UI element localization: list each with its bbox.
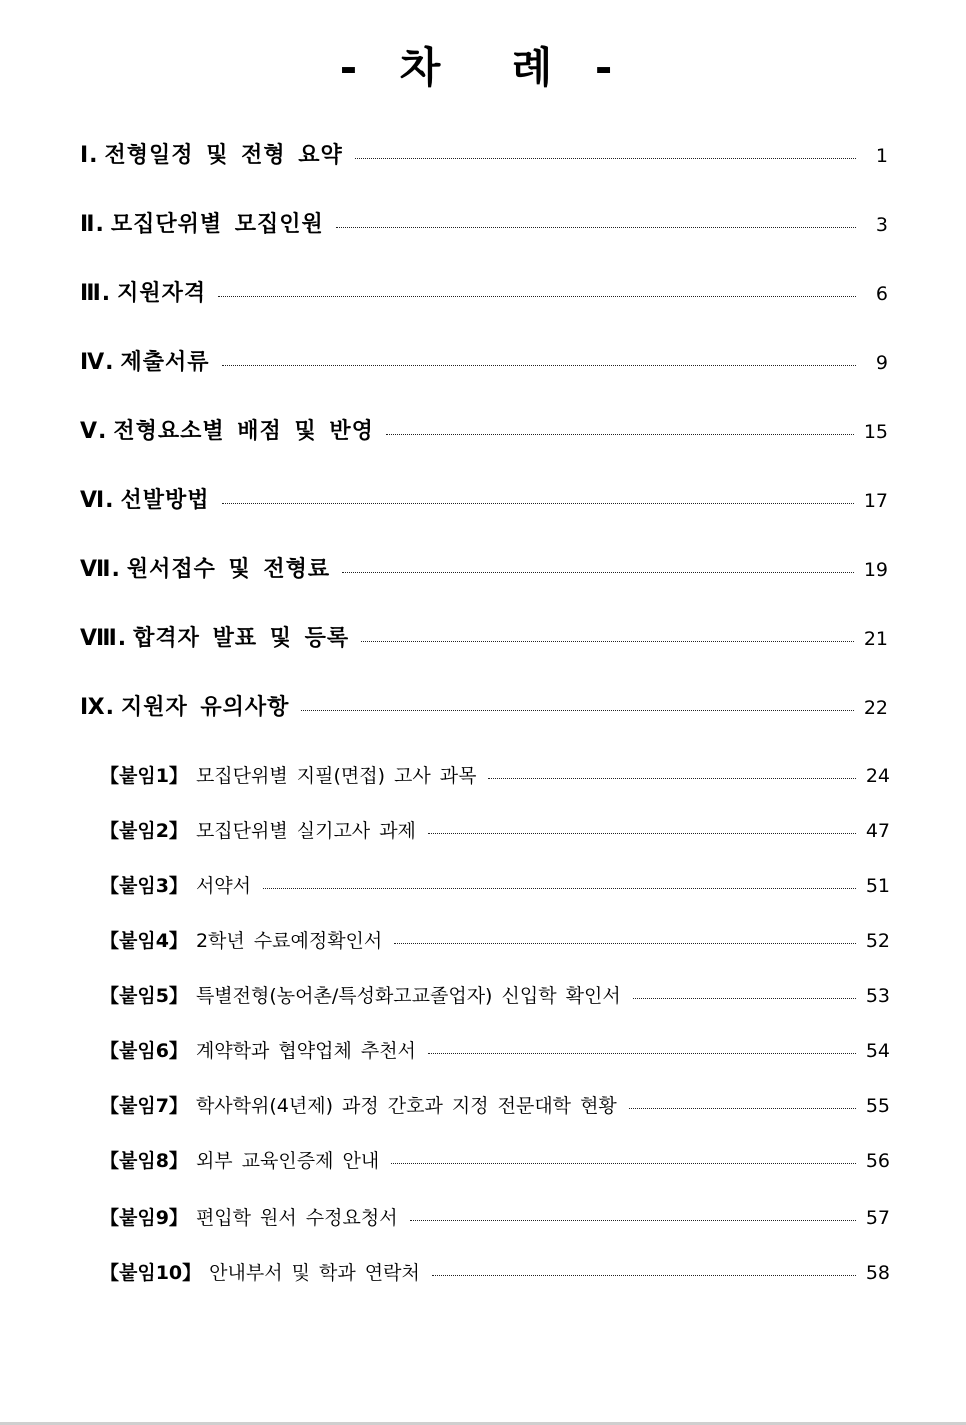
appendix-label: 【붙임1】	[100, 765, 188, 787]
dot-leader	[355, 157, 856, 159]
toc-entry-3[interactable]	[80, 278, 888, 310]
toc-entry-page: 6	[875, 283, 888, 305]
toc-entry-4[interactable]	[80, 347, 888, 379]
appendix-entry-3[interactable]	[100, 872, 890, 900]
toc-entry-page: 22	[863, 697, 888, 719]
toc-entry-numeral: Ⅰ.	[80, 143, 99, 168]
appendix-entry-2[interactable]	[100, 817, 890, 845]
appendix-entry-5[interactable]	[100, 982, 890, 1010]
appendix-page: 58	[865, 1262, 890, 1284]
toc-entry-numeral: Ⅳ.	[80, 350, 115, 375]
toc-entry-7[interactable]	[80, 554, 888, 586]
appendix-title: 모집단위별 실기고사 과제	[195, 820, 416, 842]
dot-leader	[488, 777, 855, 779]
appendix-entry-6[interactable]	[100, 1037, 890, 1065]
appendix-entry-1[interactable]	[100, 762, 890, 790]
toc-entry-title: 합격자 발표 및 등록	[133, 626, 350, 651]
toc-entry-page: 17	[863, 490, 888, 512]
appendix-label: 【붙임5】	[100, 985, 188, 1007]
appendix-label: 【붙임8】	[100, 1150, 188, 1172]
dot-leader	[432, 1274, 856, 1276]
toc-entry-title: 지원자 유의사항	[121, 695, 290, 720]
dot-leader	[629, 1107, 856, 1109]
toc-entry-numeral: Ⅲ.	[80, 281, 112, 306]
toc-entry-title: 전형일정 및 전형 요약	[104, 143, 343, 168]
dot-leader	[428, 832, 856, 834]
appendix-title: 특별전형(농어촌/특성화고교졸업자) 신입학 확인서	[195, 985, 621, 1007]
toc-entry-title: 제출서류	[120, 350, 210, 375]
appendix-page: 56	[865, 1150, 890, 1172]
appendix-label: 【붙임3】	[100, 875, 188, 897]
appendix-label: 【붙임6】	[100, 1040, 188, 1062]
toc-entry-page: 3	[875, 214, 888, 236]
appendix-entry-9[interactable]	[100, 1204, 890, 1232]
dot-leader	[394, 942, 856, 944]
appendix-label: 【붙임4】	[100, 930, 188, 952]
toc-entry-5[interactable]	[80, 416, 888, 448]
appendix-title: 편입학 원서 수정요청서	[195, 1207, 398, 1229]
toc-entry-page: 9	[875, 352, 888, 374]
dot-leader	[391, 1162, 856, 1164]
toc-entry-numeral: Ⅵ.	[80, 488, 115, 513]
toc-entry-page: 1	[875, 145, 888, 167]
page-title: - 차 례 -	[339, 43, 627, 92]
appendix-entry-4[interactable]	[100, 927, 890, 955]
appendix-entry-7[interactable]	[100, 1092, 890, 1120]
appendix-label: 【붙임9】	[100, 1207, 188, 1229]
appendix-title: 안내부서 및 학과 연락처	[209, 1262, 420, 1284]
appendix-title: 서약서	[195, 875, 251, 897]
toc-entry-2[interactable]	[80, 209, 888, 241]
appendix-label: 【붙임2】	[100, 820, 188, 842]
dot-leader	[218, 295, 856, 297]
dot-leader	[263, 887, 856, 889]
appendix-title: 학사학위(4년제) 과정 간호과 지정 전문대학 현황	[195, 1095, 617, 1117]
dot-leader	[222, 502, 854, 504]
dot-leader	[222, 364, 856, 366]
appendix-page: 54	[865, 1040, 890, 1062]
appendix-page: 47	[865, 820, 890, 842]
toc-entry-numeral: Ⅱ.	[80, 212, 105, 237]
appendix-entry-10[interactable]	[100, 1259, 890, 1287]
appendix-title: 계약학과 협약업체 추천서	[195, 1040, 416, 1062]
toc-entry-8[interactable]	[80, 623, 888, 655]
appendix-page: 24	[865, 765, 890, 787]
toc-entry-numeral: Ⅴ.	[80, 419, 108, 444]
toc-entry-numeral: Ⅶ.	[80, 557, 121, 582]
dot-leader	[428, 1052, 856, 1054]
appendix-page: 57	[865, 1207, 890, 1229]
toc-entry-page: 21	[863, 628, 888, 650]
appendix-label: 【붙임7】	[100, 1095, 188, 1117]
appendix-title: 2학년 수료예정확인서	[195, 930, 383, 952]
appendix-title: 모집단위별 지필(면접) 고사 과목	[195, 765, 477, 787]
appendix-entry-8[interactable]	[100, 1147, 890, 1175]
dot-leader	[336, 226, 856, 228]
dot-leader	[301, 709, 853, 711]
dot-leader	[361, 640, 854, 642]
appendix-page: 52	[865, 930, 890, 952]
dot-leader	[342, 571, 854, 573]
appendix-page: 53	[865, 985, 890, 1007]
appendix-label: 【붙임10】	[100, 1262, 202, 1284]
toc-entry-numeral: Ⅷ.	[80, 626, 128, 651]
dot-leader	[633, 997, 856, 999]
appendix-title: 외부 교육인증제 안내	[195, 1150, 380, 1172]
dot-leader	[410, 1219, 856, 1221]
toc-entry-1[interactable]	[80, 140, 888, 172]
appendix-page: 55	[865, 1095, 890, 1117]
toc-entry-numeral: Ⅸ.	[80, 695, 116, 720]
toc-entry-page: 19	[863, 559, 888, 581]
dot-leader	[386, 433, 854, 435]
toc-entry-title: 전형요소별 배점 및 반영	[113, 419, 374, 444]
toc-entry-title: 선발방법	[120, 488, 210, 513]
toc-entry-title: 원서접수 및 전형료	[126, 557, 331, 582]
toc-entry-title: 지원자격	[117, 281, 207, 306]
toc-entry-9[interactable]	[80, 692, 888, 724]
toc-entry-6[interactable]	[80, 485, 888, 517]
toc-entry-title: 모집단위별 모집인원	[110, 212, 324, 237]
appendix-page: 51	[865, 875, 890, 897]
toc-entry-page: 15	[863, 421, 888, 443]
